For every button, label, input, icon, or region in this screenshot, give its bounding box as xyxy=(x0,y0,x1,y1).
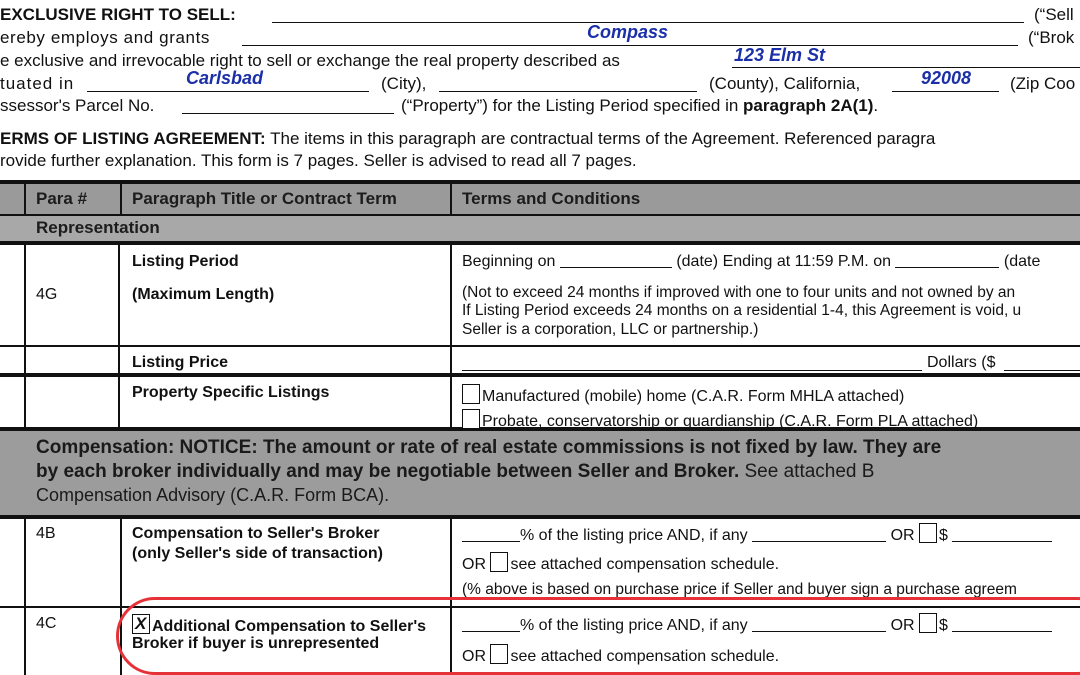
comp-4b-schedule: OR see attached compensation schedule. xyxy=(462,552,779,574)
broker-label: (“Brok xyxy=(1028,28,1075,47)
end-date-field[interactable] xyxy=(895,267,999,268)
comp-4b-note: (% above is based on purchase price if Seller and buyer sign a purchase agreem xyxy=(462,581,1017,598)
terms-heading: ERMS OF LISTING AGREEMENT: The items in this paragraph are contractual terms of the Agreement. Referenced paragra xyxy=(0,129,936,148)
listing-price-title: Listing Price xyxy=(132,354,229,371)
manufactured-option: Manufactured (mobile) home (C.A.R. Form MHLA attached) xyxy=(462,384,904,406)
comp-4b-title2: (only Seller's side of transaction) xyxy=(132,545,383,562)
comp-4c-title1: X Additional Compensation to Seller's xyxy=(132,614,426,636)
begin-date-field[interactable] xyxy=(560,267,672,268)
county-label: (County), California, xyxy=(709,74,861,93)
parcel-label: ssessor's Parcel No. xyxy=(0,96,155,115)
parcel-field[interactable] xyxy=(182,113,394,114)
comp-4c-title2: Broker if buyer is unrepresented xyxy=(132,635,380,652)
listing-period-note2: If Listing Period exceeds 24 months on a residential 1-4, this Agreement is void, u xyxy=(462,302,1022,319)
highlight-ellipse xyxy=(116,597,1080,675)
para-4c: 4C xyxy=(36,615,57,632)
city-field[interactable] xyxy=(87,91,369,92)
address-value: 123 Elm St xyxy=(734,45,826,65)
probate-checkbox[interactable] xyxy=(462,409,480,429)
situated-in-text: tuated in xyxy=(0,74,75,93)
seller-label: (“Sell xyxy=(1034,5,1074,24)
zip-value: 92008 xyxy=(921,68,972,88)
para-4g: 4G xyxy=(36,286,58,303)
zip-label: (Zip Coo xyxy=(1010,74,1076,93)
employs-text: ereby employs and grants xyxy=(0,28,211,47)
city-value: Carlsbad xyxy=(186,68,264,88)
comp-4b-dollar-checkbox[interactable] xyxy=(919,523,937,543)
listing-period-note3: Seller is a corporation, LLC or partnership.) xyxy=(462,321,759,338)
listing-period-ref: (“Property”) for the Listing Period specified in paragraph 2A(1). xyxy=(401,96,879,115)
comp-4c-terms: % of the listing price AND, if any OR $ xyxy=(462,613,1052,635)
compensation-notice-line1: Compensation: NOTICE: The amount or rate of real estate commissions is not fixed by law. They are xyxy=(36,437,942,458)
listing-period-terms: Beginning on (date) Ending at 11:59 P.M. on (date xyxy=(462,253,1041,270)
col-title-header: Paragraph Title or Contract Term xyxy=(132,189,397,208)
col-para-header: Para # xyxy=(36,189,88,208)
col-terms-header: Terms and Conditions xyxy=(462,189,641,208)
comp-4b-title1: Compensation to Seller's Broker xyxy=(132,525,380,542)
broker-value: Compass xyxy=(587,22,669,42)
comp-4b-terms: % of the listing price AND, if any OR $ xyxy=(462,523,1052,545)
representation-band xyxy=(0,214,1080,241)
listing-price-amount-field[interactable] xyxy=(1004,370,1080,371)
broker-field[interactable] xyxy=(242,45,1018,46)
address-field[interactable] xyxy=(732,67,1080,68)
compensation-notice-line3: Compensation Advisory (C.A.R. Form BCA). xyxy=(36,485,390,505)
listing-period-note1: (Not to exceed 24 months if improved with one to four units and not owned by an xyxy=(462,284,1016,301)
property-specific-title: Property Specific Listings xyxy=(132,384,330,401)
comp-4c-schedule: OR see attached compensation schedule. xyxy=(462,644,779,666)
city-label: (City), xyxy=(381,74,427,93)
probate-option: Probate, conservatorship or guardianship (C.A.R. Form PLA attached) xyxy=(462,409,978,431)
property-described-text: e exclusive and irrevocable right to sell or exchange the real property described as xyxy=(0,51,620,70)
county-field[interactable] xyxy=(439,91,697,92)
listing-period-subtitle: (Maximum Length) xyxy=(132,286,275,303)
listing-price-words-field[interactable] xyxy=(462,370,922,371)
terms-heading-line2: rovide further explanation. This form is 7 pages. Seller is advised to read all 7 pages. xyxy=(0,151,637,170)
section-representation: Representation xyxy=(36,218,160,237)
manufactured-checkbox[interactable] xyxy=(462,384,480,404)
compensation-notice-line2: by each broker individually and may be negotiable between Seller and Broker. See attached B xyxy=(36,461,875,482)
zip-field[interactable] xyxy=(892,91,999,92)
listing-price-dollars: Dollars ($ xyxy=(927,354,996,371)
comp-4b-dollar-field[interactable] xyxy=(952,541,1052,542)
comp-4b-schedule-checkbox[interactable] xyxy=(490,552,508,572)
para-4b: 4B xyxy=(36,525,56,542)
exclusive-right-label: EXCLUSIVE RIGHT TO SELL: xyxy=(0,5,236,24)
comp-4b-pct-field[interactable] xyxy=(462,541,520,542)
comp-4b-amount-field[interactable] xyxy=(752,541,886,542)
listing-period-title: Listing Period xyxy=(132,253,239,270)
